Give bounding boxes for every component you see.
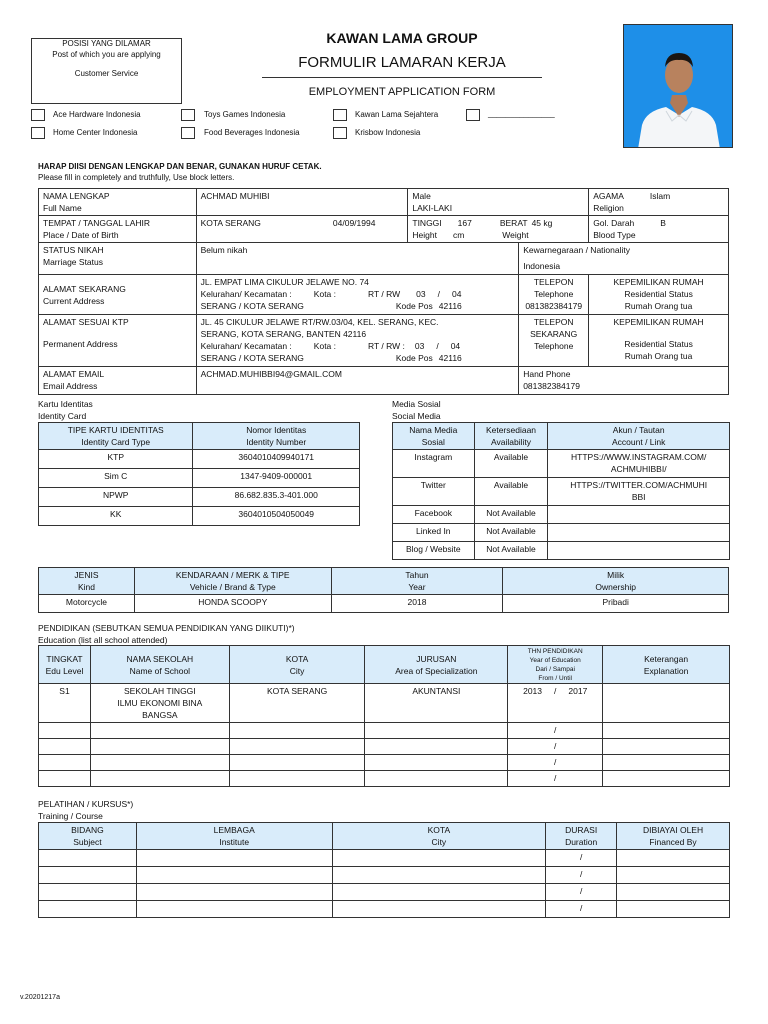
marital-label: STATUS NIKAH: [43, 245, 104, 255]
checkbox-other[interactable]: [466, 109, 480, 121]
training-col3: KOTA: [427, 825, 451, 835]
ktp-addr-line2: SERANG, KOTA SERANG, BANTEN 42116: [200, 329, 367, 339]
vehicle-table: [38, 567, 729, 613]
height-label: TINGGI: [412, 218, 442, 228]
marital-label-en: Marriage Status: [43, 257, 103, 267]
table-row: [39, 723, 730, 739]
table-row: [39, 771, 730, 787]
identity-number[interactable]: 3604010504050049: [193, 507, 360, 526]
ktp-rw-value: 04: [450, 341, 461, 351]
edu-col5b: Year of Education: [529, 656, 581, 664]
social-availability[interactable]: Not Available: [474, 542, 548, 560]
checkbox-homecenter[interactable]: [31, 127, 45, 139]
table-row: [39, 488, 360, 507]
edu-school-line3: BANGSA: [142, 710, 178, 720]
ktp-kota-label: Kota :: [313, 341, 337, 351]
ktp-phone-label-2: SEKARANG: [530, 329, 578, 339]
checkbox-ace[interactable]: [31, 109, 45, 121]
ktp-kel-label: Kelurahan/ Kecamatan :: [200, 341, 292, 351]
rtrw-sep: /: [437, 289, 440, 299]
vehicle-col4-en: Ownership: [595, 582, 636, 592]
edu-city[interactable]: KOTA SERANG: [229, 684, 365, 723]
training-duration-sep[interactable]: /: [546, 850, 617, 867]
table-row: [39, 884, 730, 901]
social-availability[interactable]: Not Available: [474, 506, 548, 524]
kel-label: Kelurahan/ Kecamatan :: [200, 289, 292, 299]
identity-number[interactable]: 3604010409940171: [193, 450, 360, 469]
marital-value[interactable]: Belum nikah: [196, 243, 519, 275]
vehicle-col2-en: Vehicle / Brand & Type: [189, 582, 276, 592]
cur-addr-line1: JL. EMPAT LIMA CIKULUR JELAWE NO. 74: [200, 277, 369, 287]
ktp-phone-cell[interactable]: [519, 315, 589, 367]
edu-col5a: THN PENDIDIKAN: [527, 647, 583, 655]
edu-year-sep[interactable]: /: [508, 739, 603, 755]
social-col3-en: Account / Link: [612, 437, 666, 447]
training-col4: DURASI: [565, 825, 598, 835]
table-row: [39, 755, 730, 771]
vehicle-kind[interactable]: Motorcycle: [39, 595, 135, 613]
vehicle-col2: KENDARAAN / MERK & TIPE: [175, 570, 290, 580]
height-unit: cm: [452, 230, 465, 240]
company-food-label: Food Beverages Indonesia: [204, 128, 300, 137]
social-link[interactable]: [548, 542, 730, 560]
edu-school-line1: SEKOLAH TINGGI: [124, 686, 196, 696]
table-row: [39, 867, 730, 884]
training-col4-en: Duration: [565, 837, 598, 847]
edu-col1: TINGKAT: [46, 653, 83, 664]
ktp-ownership-value: Rumah Orang tua: [624, 351, 693, 361]
birth-cell[interactable]: [196, 216, 408, 243]
edu-col4-en: Area of Specialization: [395, 665, 478, 676]
edu-year-sep[interactable]: /: [508, 723, 603, 739]
edu-col1-en: Edu Level: [45, 665, 84, 676]
form-subtitle: EMPLOYMENT APPLICATION FORM: [308, 86, 496, 98]
blood-cell[interactable]: [589, 216, 729, 243]
cur-addr-cell[interactable]: [196, 275, 519, 315]
social-col1b: Sosial: [421, 437, 445, 447]
ktp-rtrw-sep: /: [436, 341, 439, 351]
nationality-value: Indonesia: [523, 261, 561, 271]
email-value[interactable]: ACHMAD.MUHIBBI94@GMAIL.COM: [196, 367, 519, 395]
religion-label-en: Religion: [593, 203, 624, 213]
social-link[interactable]: [548, 524, 730, 542]
blood-label: Gol. Darah: [593, 218, 635, 228]
social-title-en: Social Media: [392, 411, 441, 421]
training-duration-sep[interactable]: /: [546, 884, 617, 901]
social-media-name: Blog / Website: [393, 542, 475, 560]
edu-years[interactable]: [508, 684, 603, 723]
training-title: PELATIHAN / KURSUS*): [38, 799, 134, 809]
social-availability[interactable]: Not Available: [474, 524, 548, 542]
edu-school[interactable]: [90, 684, 229, 723]
birth-label: TEMPAT / TANGGAL LAHIR: [43, 218, 151, 228]
edu-until: 2017: [568, 686, 588, 696]
height-value: 167: [457, 218, 472, 228]
ktp-addr-line1: JL. 45 CIKULUR JELAWE RT/RW.03/04, KEL. SERANG, KEC.: [200, 317, 439, 327]
education-table: [38, 645, 730, 787]
table-row: [39, 684, 730, 723]
edu-explanation[interactable]: [603, 684, 730, 723]
social-col2-en: Availability: [490, 437, 531, 447]
cur-addr-label: ALAMAT SEKARANG: [43, 283, 126, 294]
edu-col2-en: Name of School: [129, 665, 191, 676]
hp-cell[interactable]: [519, 367, 729, 395]
checkbox-toys[interactable]: [181, 109, 195, 121]
ktp-phone-label: TELEPON: [533, 317, 574, 327]
edu-col5d: From / Until: [538, 674, 572, 682]
religion-cell[interactable]: [589, 189, 729, 216]
instructions-id: HARAP DIISI DENGAN LENGKAP DAN BENAR, GUNAKAN HURUF CETAK.: [38, 162, 322, 171]
kodepos-label: Kode Pos: [395, 301, 433, 311]
identity-type: KK: [39, 507, 193, 526]
social-media-name: Instagram: [393, 450, 475, 478]
ownership-value: Rumah Orang tua: [624, 301, 693, 311]
company-kawan-label: Kawan Lama Sejahtera: [355, 110, 439, 119]
social-col3: Akun / Tautan: [612, 425, 665, 435]
edu-year-sep[interactable]: /: [508, 771, 603, 787]
training-col2-en: Institute: [219, 837, 250, 847]
rw-value: 04: [451, 289, 462, 299]
hp-label: Hand Phone: [523, 369, 571, 379]
kota-label: Kota :: [313, 289, 337, 299]
identity-col1-en: Identity Card Type: [81, 437, 151, 447]
position-label-en: Post of which you are applying: [52, 50, 161, 59]
identity-number[interactable]: 1347-9409-000001: [193, 469, 360, 488]
social-link-line2: BBI: [631, 492, 646, 502]
position-value[interactable]: Customer Service: [74, 69, 139, 78]
gender-value-id: LAKI-LAKI: [412, 203, 453, 213]
edu-col2: NAMA SEKOLAH: [126, 653, 194, 664]
birth-date: 04/09/1994: [332, 218, 376, 228]
table-row: [39, 850, 730, 867]
identity-col2: Nomor Identitas: [246, 425, 307, 435]
training-duration-sep[interactable]: /: [546, 901, 617, 918]
ktp-phone-label-en: Telephone: [534, 341, 574, 351]
name-label-cell: [39, 189, 197, 216]
weight-label: BERAT: [499, 218, 528, 228]
ownership-cell[interactable]: [589, 275, 729, 315]
edu-school-line2: ILMU EKONOMI BINA: [117, 698, 203, 708]
table-row: [39, 595, 729, 613]
identity-type: NPWP: [39, 488, 193, 507]
edu-from: 2013: [523, 686, 543, 696]
edu-col6: Keterangan: [644, 653, 689, 664]
vehicle-col3-en: Year: [408, 582, 426, 592]
checkbox-food[interactable]: [181, 127, 195, 139]
social-title: Media Sosial: [392, 399, 441, 409]
social-link[interactable]: [548, 450, 730, 478]
identity-title-en: Identity Card: [38, 411, 87, 421]
training-col2: LEMBAGA: [213, 825, 255, 835]
ktp-kodepos-label: Kode Pos: [395, 353, 433, 363]
edu-col4: JURUSAN: [416, 653, 457, 664]
social-link[interactable]: [548, 478, 730, 506]
training-title-en: Training / Course: [38, 811, 103, 821]
table-row: [393, 506, 730, 524]
vehicle-col4: Milik: [607, 570, 625, 580]
person-photo-icon: [624, 25, 733, 148]
company-ace-label: Ace Hardware Indonesia: [53, 110, 141, 119]
training-col5: DIBIAYAI OLEH: [642, 825, 704, 835]
title-divider: [262, 77, 542, 78]
ktp-rt-value: 03: [414, 341, 425, 351]
training-col1: BIDANG: [71, 825, 104, 835]
table-row: [393, 450, 730, 478]
edu-year-sep[interactable]: /: [508, 755, 603, 771]
hp-value: 081382384179: [523, 381, 580, 391]
gender-value: Male: [412, 191, 431, 201]
checkbox-kawan[interactable]: [333, 109, 347, 121]
vehicle-col3: Tahun: [405, 570, 429, 580]
weight-value: 45 kg: [531, 218, 553, 228]
blood-label-en: Blood Type: [593, 230, 636, 240]
weight-label-en: Weight: [502, 230, 529, 240]
height-label-en: Height: [412, 230, 437, 240]
identity-title: Kartu Identitas: [38, 399, 93, 409]
position-box: [31, 38, 182, 104]
identity-number[interactable]: 86.682.835.3-401.000: [193, 488, 360, 507]
applicant-photo: [623, 24, 733, 148]
nationality-cell[interactable]: [519, 243, 729, 275]
edu-level[interactable]: S1: [39, 684, 91, 723]
religion-value: Islam: [649, 191, 671, 201]
ktp-ownership-cell[interactable]: [589, 315, 729, 367]
training-col5-en: Financed By: [649, 837, 697, 847]
phone-value: 081382384179: [525, 301, 583, 311]
table-row: [39, 469, 360, 488]
social-availability[interactable]: Available: [474, 478, 548, 506]
position-label: POSISI YANG DILAMAR: [62, 39, 151, 48]
edu-col5c: Dari / Sampai: [535, 665, 575, 673]
training-col3-en: City: [431, 837, 447, 847]
birth-label-en: Place / Date of Birth: [43, 230, 119, 240]
identity-col1: TIPE KARTU IDENTITAS: [67, 425, 164, 435]
edu-col3-en: City: [289, 665, 305, 676]
company-title: KAWAN LAMA GROUP: [326, 30, 478, 46]
ktp-ownership-label-en: Residential Status: [624, 339, 693, 349]
social-table: [392, 422, 730, 560]
ktp-addr-label-en: Permanent Address: [43, 339, 118, 349]
table-row: [39, 901, 730, 918]
instructions-en: Please fill in completely and truthfully, Use block letters.: [38, 173, 235, 182]
social-link-line2: ACHMUHIBBI/: [610, 464, 667, 474]
identity-col2-en: Identity Number: [246, 437, 307, 447]
ktp-addr-line4: SERANG / KOTA SERANG: [200, 353, 304, 363]
company-homecenter-label: Home Center Indonesia: [53, 128, 138, 137]
table-row: [39, 450, 360, 469]
social-media-name: Twitter: [393, 478, 475, 506]
identity-table: [38, 422, 360, 526]
email-label-en: Email Address: [43, 381, 98, 391]
version-label: v.20201217a: [20, 994, 60, 1001]
social-availability[interactable]: Available: [474, 450, 548, 478]
kodepos-value: 42116: [438, 301, 462, 311]
table-row: [393, 524, 730, 542]
gender-cell[interactable]: [408, 189, 589, 216]
phone-cell[interactable]: [519, 275, 589, 315]
social-link[interactable]: [548, 506, 730, 524]
name-label: NAMA LENGKAP: [43, 191, 110, 201]
blood-value: B: [660, 218, 666, 228]
cur-addr-line3: SERANG / KOTA SERANG: [200, 301, 304, 311]
social-link-line1: HTTPS://TWITTER.COM/ACHMUHI: [570, 480, 708, 490]
ownership-label: KEPEMILIKAN RUMAH: [613, 277, 704, 287]
table-row: [39, 507, 360, 526]
social-link-line1: HTTPS://WWW.INSTAGRAM.COM/: [571, 452, 707, 462]
height-weight-cell[interactable]: [408, 216, 589, 243]
social-media-name: Linked In: [393, 524, 475, 542]
edu-major[interactable]: AKUNTANSI: [365, 684, 508, 723]
vehicle-year[interactable]: 2018: [331, 595, 503, 613]
name-label-en: Full Name: [43, 203, 82, 213]
social-col2: Ketersediaan: [485, 425, 537, 435]
social-media-name: Facebook: [393, 506, 475, 524]
rt-value: 03: [416, 289, 426, 299]
table-row: [393, 478, 730, 506]
ktp-addr-cell[interactable]: [196, 315, 519, 367]
training-duration-sep[interactable]: /: [546, 867, 617, 884]
religion-label: AGAMA: [593, 191, 624, 201]
company-toys-label: Toys Games Indonesia: [204, 110, 286, 119]
identity-type: Sim C: [39, 469, 193, 488]
personal-table: [38, 188, 729, 395]
table-row: [393, 542, 730, 560]
ktp-ownership-label: KEPEMILIKAN RUMAH: [613, 317, 704, 327]
ownership-label-en: Residential Status: [624, 289, 693, 299]
nationality-label: Kewarnegaraan / Nationality: [523, 245, 630, 255]
email-label: ALAMAT EMAIL: [43, 369, 105, 379]
edu-year-sep: /: [554, 686, 557, 696]
vehicle-brand[interactable]: HONDA SCOOPY: [134, 595, 331, 613]
identity-type: KTP: [39, 450, 193, 469]
ktp-kodepos-value: 42116: [438, 353, 462, 363]
checkbox-krisbow[interactable]: [333, 127, 347, 139]
edu-col3: KOTA: [285, 653, 309, 664]
cur-addr-label-en: Current Address: [43, 295, 105, 306]
phone-label-en: Telephone: [534, 289, 574, 299]
company-other-blank[interactable]: _______________: [488, 109, 555, 118]
form-title: FORMULIR LAMARAN KERJA: [298, 54, 506, 71]
vehicle-col1-en: Kind: [77, 582, 95, 592]
social-col1: Nama Media: [409, 425, 458, 435]
company-krisbow-label: Krisbow Indonesia: [355, 128, 421, 137]
education-title-en: Education (list all school attended): [38, 635, 168, 645]
edu-col6-en: Explanation: [643, 665, 689, 676]
phone-label: TELEPON: [533, 277, 574, 287]
table-row: [39, 739, 730, 755]
name-value[interactable]: ACHMAD MUHIBI: [196, 189, 408, 216]
ktp-addr-label: ALAMAT SESUAI KTP: [43, 317, 129, 327]
vehicle-col1: JENIS: [74, 570, 99, 580]
birth-place: KOTA SERANG: [200, 218, 261, 228]
ktp-rtrw-label: RT / RW :: [368, 341, 405, 351]
training-table: [38, 822, 730, 918]
vehicle-ownership[interactable]: Pribadi: [503, 595, 729, 613]
education-title: PENDIDIKAN (SEBUTKAN SEMUA PENDIDIKAN YANG DIIKUTI)*): [38, 623, 295, 633]
training-col1-en: Subject: [73, 837, 102, 847]
rtrw-label: RT / RW: [368, 289, 401, 299]
